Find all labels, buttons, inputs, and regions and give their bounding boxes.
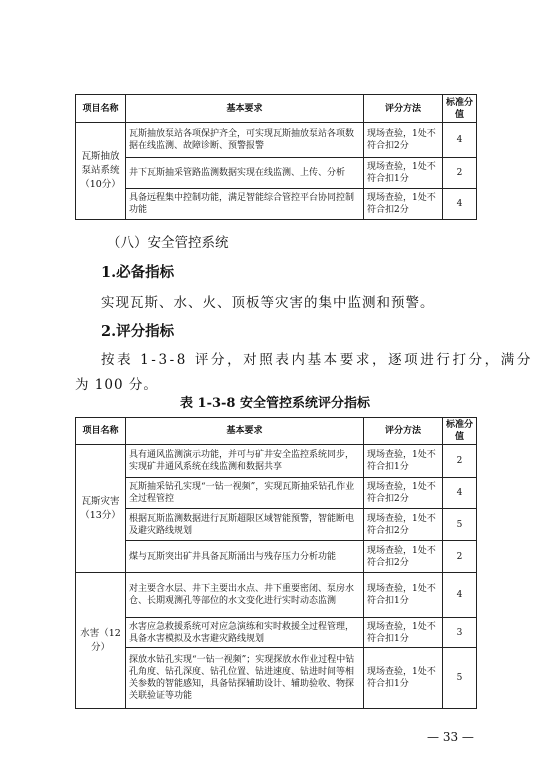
score-cell: 4 (443, 189, 477, 220)
section-title: （八）安全管控系统 (107, 235, 229, 251)
col-header-item-name: 项目名称 (76, 95, 126, 123)
method-cell: 现场查验，1处不符合扣1分 (364, 618, 443, 648)
page-number: — 33 — (427, 730, 474, 744)
table-row (76, 189, 477, 220)
method-cell: 现场查验，1处不符合扣1分 (364, 445, 443, 478)
heading-required-indicators: 1.必备指标 (101, 264, 175, 281)
requirement-cell: 井下瓦斯抽采管路监测数据实现在线监测、上传、分析 (126, 158, 364, 189)
requirement-cell: 煤与瓦斯突出矿井具备瓦斯涌出与残存压力分析功能 (126, 541, 364, 573)
requirement-cell: 瓦斯抽放泵站各项保护齐全，可实现瓦斯抽放泵站各项数据在线监测、故障诊断、预警报警 (126, 123, 364, 158)
score-cell: 5 (443, 648, 477, 709)
category-cell: 瓦斯灾害（13分） (76, 445, 126, 573)
table-row (76, 123, 477, 158)
table-row (76, 573, 477, 618)
category-cell: 瓦斯抽放泵站系统（10分） (76, 123, 126, 220)
requirement-cell: 水害应急救援系统可对应急演练和实时救援全过程管理，具备水害模拟及水害避灾路线规划 (126, 618, 364, 648)
requirement-cell: 瓦斯抽采钻孔实现“一钻一视频”，实现瓦斯抽采钻孔作业全过程管控 (126, 478, 364, 509)
requirement-cell: 对主要含水层、井下主要出水点、井下重要密闭、泵房水仓、长期观测孔等部位的水文变化进行实时动态监测 (126, 573, 364, 618)
paragraph-scoring-line2: 为 100 分。 (75, 377, 158, 393)
method-cell: 现场查验，1处不符合扣2分 (364, 189, 443, 220)
table-row (76, 445, 477, 478)
method-cell: 现场查验，1处不符合扣2分 (364, 541, 443, 573)
table-row (76, 509, 477, 541)
method-cell: 现场查验，1处不符合扣2分 (364, 478, 443, 509)
col-header-method: 评分方法 (364, 418, 443, 445)
table-row (76, 618, 477, 648)
method-cell: 现场查验，1处不符合扣1分 (364, 158, 443, 189)
score-cell: 4 (443, 123, 477, 158)
score-cell: 4 (443, 478, 477, 509)
paragraph-scoring-line1: 按表 1-3-8 评分，对照表内基本要求，逐项进行打分，满分 (101, 352, 533, 368)
safety-control-score-table (75, 417, 477, 709)
score-cell: 2 (443, 541, 477, 573)
heading-scoring-indicators: 2.评分指标 (101, 323, 175, 340)
requirement-cell: 具有通风监测演示功能，并可与矿井安全监控系统同步，实现矿井通风系统在线监测和数据共享 (126, 445, 364, 478)
table-row (76, 478, 477, 509)
requirement-cell: 具备远程集中控制功能，满足智能综合管控平台协同控制功能 (126, 189, 364, 220)
paragraph-required: 实现瓦斯、水、火、顶板等灾害的集中监测和预警。 (101, 295, 435, 311)
score-cell: 3 (443, 618, 477, 648)
col-header-requirement: 基本要求 (126, 418, 364, 445)
col-header-score: 标准分值 (443, 95, 477, 123)
table-caption: 表 1-3-8 安全管控系统评分指标 (180, 396, 370, 411)
col-header-score: 标准分值 (443, 418, 477, 445)
table-row (76, 541, 477, 573)
method-cell: 现场查验，1处不符合扣2分 (364, 509, 443, 541)
score-cell: 2 (443, 445, 477, 478)
score-cell: 4 (443, 573, 477, 618)
method-cell: 现场查验，1处不符合扣1分 (364, 573, 443, 618)
col-header-item-name: 项目名称 (76, 418, 126, 445)
score-cell: 5 (443, 509, 477, 541)
score-cell: 2 (443, 158, 477, 189)
table-row (76, 648, 477, 709)
table-row (76, 158, 477, 189)
category-cell: 水害（12分） (76, 573, 126, 709)
col-header-requirement: 基本要求 (126, 95, 364, 123)
pump-station-score-table (75, 94, 477, 220)
method-cell: 现场查验，1处不符合扣1分 (364, 648, 443, 709)
requirement-cell: 根据瓦斯监测数据进行瓦斯超限区域智能预警，智能断电及避灾路线规划 (126, 509, 364, 541)
requirement-cell: 探放水钻孔实现“一钻一视频”；实现探放水作业过程中钻孔角度、钻孔深度、钻孔位置、钻进速度、钻进时间等相关参数的智能感知，具备钻探辅助设计、辅助验收、物探关联验证等功能 (126, 648, 364, 709)
method-cell: 现场查验，1处不符合扣2分 (364, 123, 443, 158)
col-header-method: 评分方法 (364, 95, 443, 123)
